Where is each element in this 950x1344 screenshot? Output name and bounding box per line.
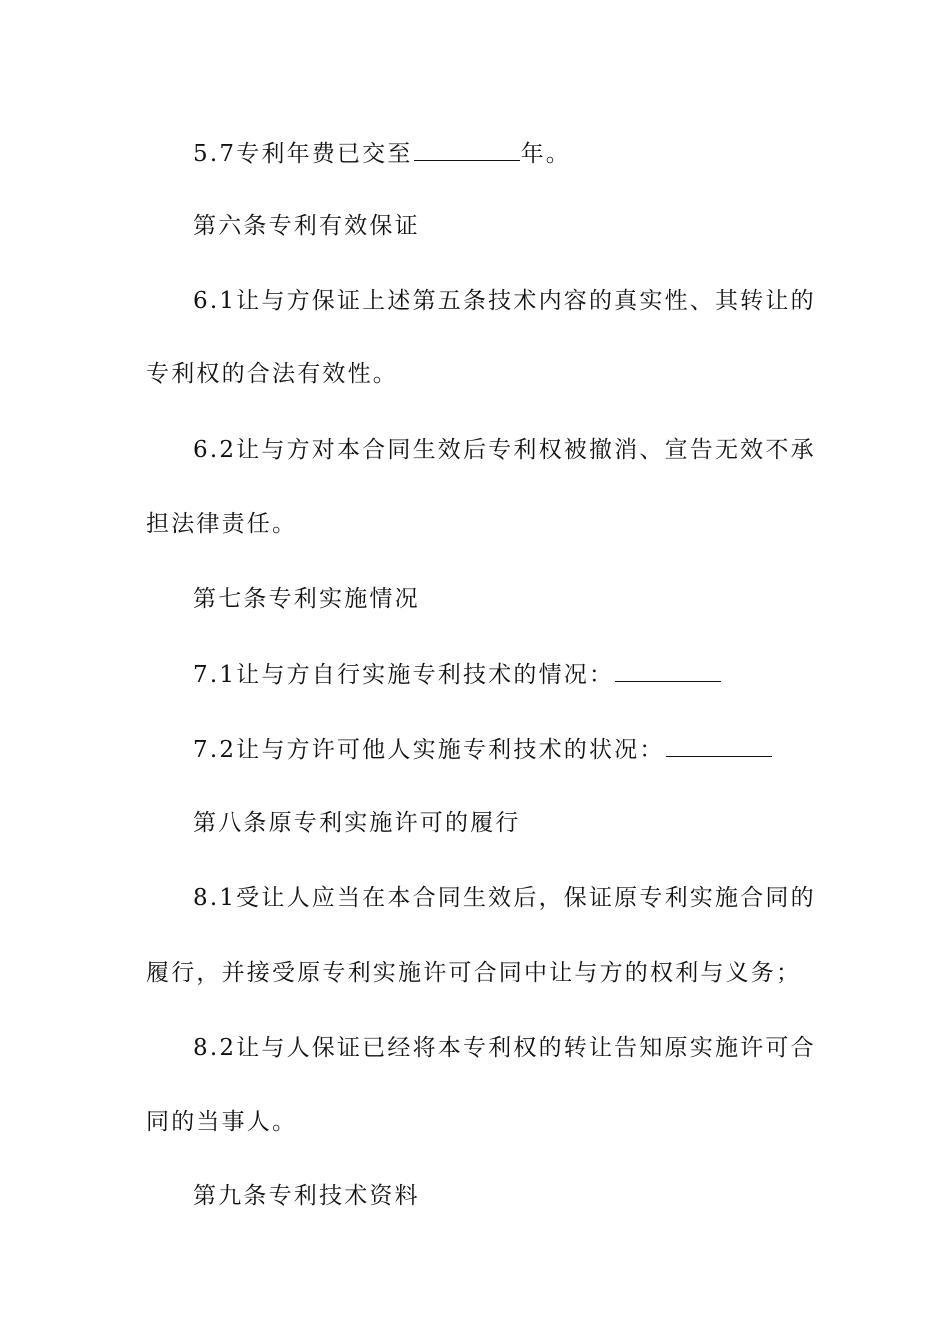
clause-8-2-line-2: 同的当事人。: [146, 1109, 298, 1135]
clause-6-1-line-1: 6.1让与方保证上述第五条技术内容的真实性、其转让的: [193, 288, 816, 314]
clause-7-1: [193, 659, 806, 690]
clause-5-7-text: 5.7专利年费已交至: [193, 141, 413, 167]
fill-in-blank-licensed-implementation[interactable]: [666, 734, 772, 757]
clause-6-2-line-1: 6.2让与方对本合同生效后专利权被撤消、宣告无效不承: [193, 437, 816, 463]
clause-8-1-line-1: 8.1受让人应当在本合同生效后，保证原专利实施合同的: [193, 885, 816, 911]
clause-7-2: [193, 734, 806, 765]
clause-5-7-tail: 年。: [520, 141, 571, 167]
clause-8-2-line-1: 8.2让与人保证已经将本专利权的转让告知原实施许可合: [193, 1035, 816, 1061]
clause-6-1-line-2: 专利权的合法有效性。: [146, 361, 398, 387]
fill-in-blank-year[interactable]: [414, 138, 520, 161]
clause-5-7: [193, 138, 806, 169]
article-9-heading: 第九条专利技术资料: [193, 1183, 420, 1209]
article-7-heading: 第七条专利实施情况: [193, 586, 420, 612]
fill-in-blank-self-implementation[interactable]: [615, 659, 721, 682]
article-8-heading: 第八条原专利实施许可的履行: [193, 810, 521, 836]
clause-7-2-text: 7.2让与方许可他人实施专利技术的状况：: [193, 737, 665, 763]
clause-7-1-text: 7.1让与方自行实施专利技术的情况：: [193, 662, 615, 688]
article-6-heading: 第六条专利有效保证: [193, 213, 420, 239]
clause-8-1-line-2: 履行，并接受原专利实施许可合同中让与方的权利与义务；: [146, 960, 802, 986]
clause-6-2-line-2: 担法律责任。: [146, 511, 298, 537]
